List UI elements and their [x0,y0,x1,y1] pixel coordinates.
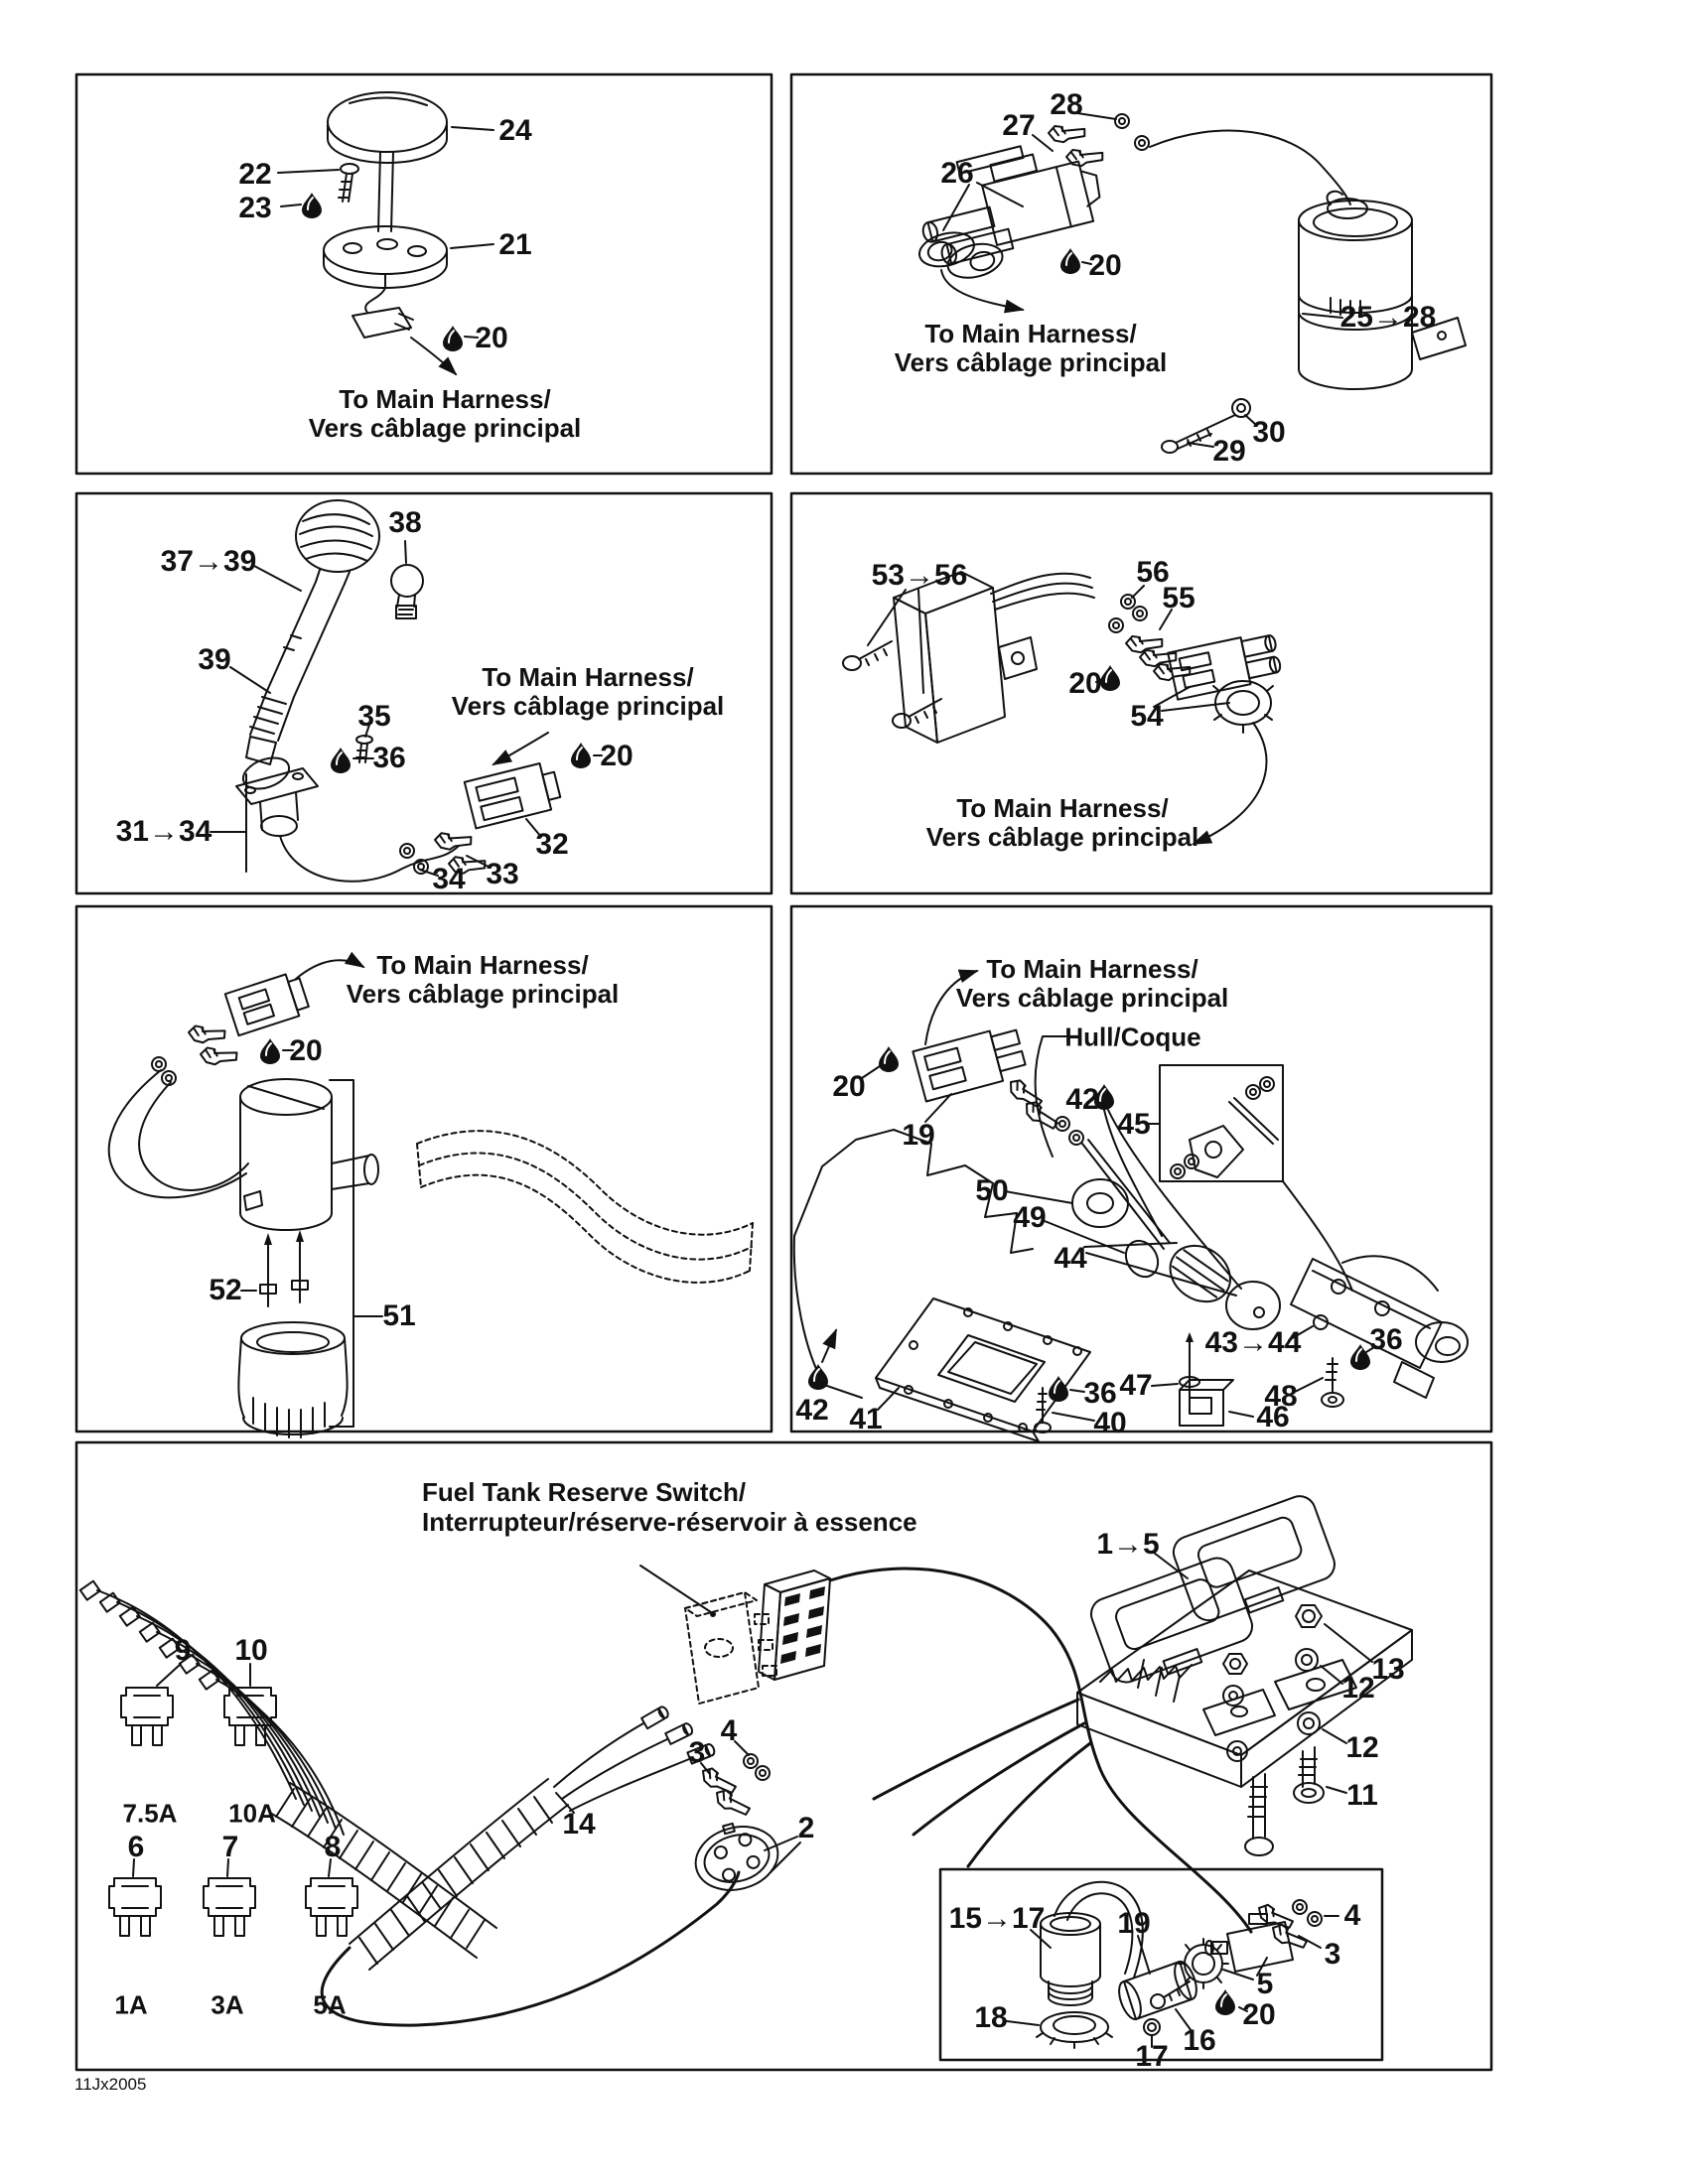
to-main-harness-label-bilge: To Main Harness/ Vers câblage principal [346,950,620,1009]
fuse-rating-7-5a: 7.5A [122,1798,178,1829]
callout-12a: 12 [1341,1672,1375,1705]
callout-37-39: 37→39 [160,545,257,578]
callout-36-mast: 36 [372,742,406,774]
callout-39: 39 [198,643,231,676]
callout-51: 51 [382,1299,416,1332]
callout-41: 41 [849,1403,883,1435]
to-main-harness-label-module: To Main Harness/ Vers câblage principal [925,793,1199,852]
callout-12b: 12 [1345,1731,1379,1764]
callout-54: 54 [1130,700,1164,733]
fuse-rating-5a: 5A [313,1989,347,2020]
callout-31-34: 31→34 [115,815,212,848]
callout-fuse-9: 9 [174,1634,192,1667]
callout-43-44: 43→44 [1204,1326,1302,1359]
callout-56: 56 [1136,556,1170,589]
callout-14: 14 [562,1808,596,1841]
callout-45: 45 [1117,1108,1151,1141]
callout-21: 21 [498,228,532,261]
art-main-harness [80,1492,1412,2048]
page-code: 11Jx2005 [74,2075,147,2094]
callout-32: 32 [535,828,569,861]
to-main-harness-label-mast: To Main Harness/ Vers câblage principal [451,662,725,721]
callout-4-sub: 4 [1343,1899,1361,1932]
callout-5-sub: 5 [1256,1968,1274,2000]
callout-fuse-6: 6 [127,1831,145,1863]
callout-3-sub: 3 [1324,1938,1341,1971]
callout-20-bilge: 20 [289,1034,323,1067]
callout-42-top: 42 [1065,1083,1099,1116]
callout-50: 50 [975,1174,1009,1207]
callout-24: 24 [498,114,532,147]
callout-36-bottom: 36 [1083,1377,1117,1410]
callout-fuse-10: 10 [234,1634,268,1667]
callout-4: 4 [720,1714,738,1747]
connector-2-drawing [687,1814,784,1898]
fuel-sender-subassembly-drawing [1007,1882,1338,2048]
fuse-rating-1a: 1A [114,1989,148,2020]
callout-34: 34 [432,863,466,895]
callout-26: 26 [940,157,974,190]
callout-38: 38 [388,506,422,539]
callout-36-right: 36 [1369,1323,1403,1356]
callout-55: 55 [1162,582,1196,614]
callout-fuse-7: 7 [221,1831,239,1863]
fuse-rating-3a: 3A [211,1989,244,2020]
callout-25-28: 25→28 [1339,301,1437,334]
callout-15-17: 15→17 [948,1902,1046,1935]
callout-11: 11 [1346,1779,1378,1812]
connector-block-drawing [759,1570,830,1680]
callout-19-hull: 19 [902,1119,935,1152]
callout-16: 16 [1183,2024,1216,2057]
callout-30: 30 [1252,416,1286,449]
callout-22: 22 [238,158,272,191]
callout-13: 13 [1371,1653,1405,1686]
callout-18: 18 [974,2001,1008,2034]
art-bilge-pump [109,960,753,1437]
callout-1-5: 1→5 [1096,1528,1160,1561]
callout-20-module: 20 [1068,667,1102,700]
callout-42-bottom: 42 [795,1394,829,1427]
callout-19-sub: 19 [1117,1907,1151,1940]
callout-33: 33 [486,858,519,890]
fuse-rating-10a: 10A [228,1798,276,1829]
callout-53-56: 53→56 [871,559,968,592]
callout-28: 28 [1050,88,1083,121]
hull-coque-label: Hull/Coque [1064,1022,1201,1052]
callout-40: 40 [1093,1407,1127,1439]
callout-44: 44 [1054,1242,1087,1275]
to-main-harness-label-hull: To Main Harness/ Vers câblage principal [955,954,1229,1013]
callout-3: 3 [688,1736,706,1769]
callout-20-pump: 20 [1088,249,1122,282]
callout-46: 46 [1256,1401,1290,1433]
callout-48: 48 [1264,1380,1298,1413]
callout-20-nav: 20 [475,322,508,354]
callout-2: 2 [797,1812,815,1844]
to-main-harness-label-pump: To Main Harness/ Vers câblage principal [894,319,1168,377]
callout-47: 47 [1119,1369,1153,1402]
panel-borders [76,74,1491,2073]
callout-52: 52 [209,1274,242,1306]
callout-fuse-8: 8 [324,1831,342,1863]
art-pump-motor [909,109,1466,453]
callout-29: 29 [1212,435,1246,468]
callout-35: 35 [357,700,391,733]
to-main-harness-label-nav: To Main Harness/ Vers câblage principal [308,384,582,443]
callout-20-mast: 20 [600,740,633,772]
callout-20-sub: 20 [1242,1998,1276,2031]
callout-23: 23 [238,192,272,224]
art-nav-light [278,92,493,374]
callout-17: 17 [1135,2040,1169,2073]
callout-49: 49 [1013,1201,1047,1234]
callout-27: 27 [1002,109,1036,142]
callout-20-hull: 20 [832,1070,866,1103]
fuel-tank-reserve-switch-label: Fuel Tank Reserve Switch/ Interrupteur/réserve-réservoir à essence [422,1477,917,1537]
